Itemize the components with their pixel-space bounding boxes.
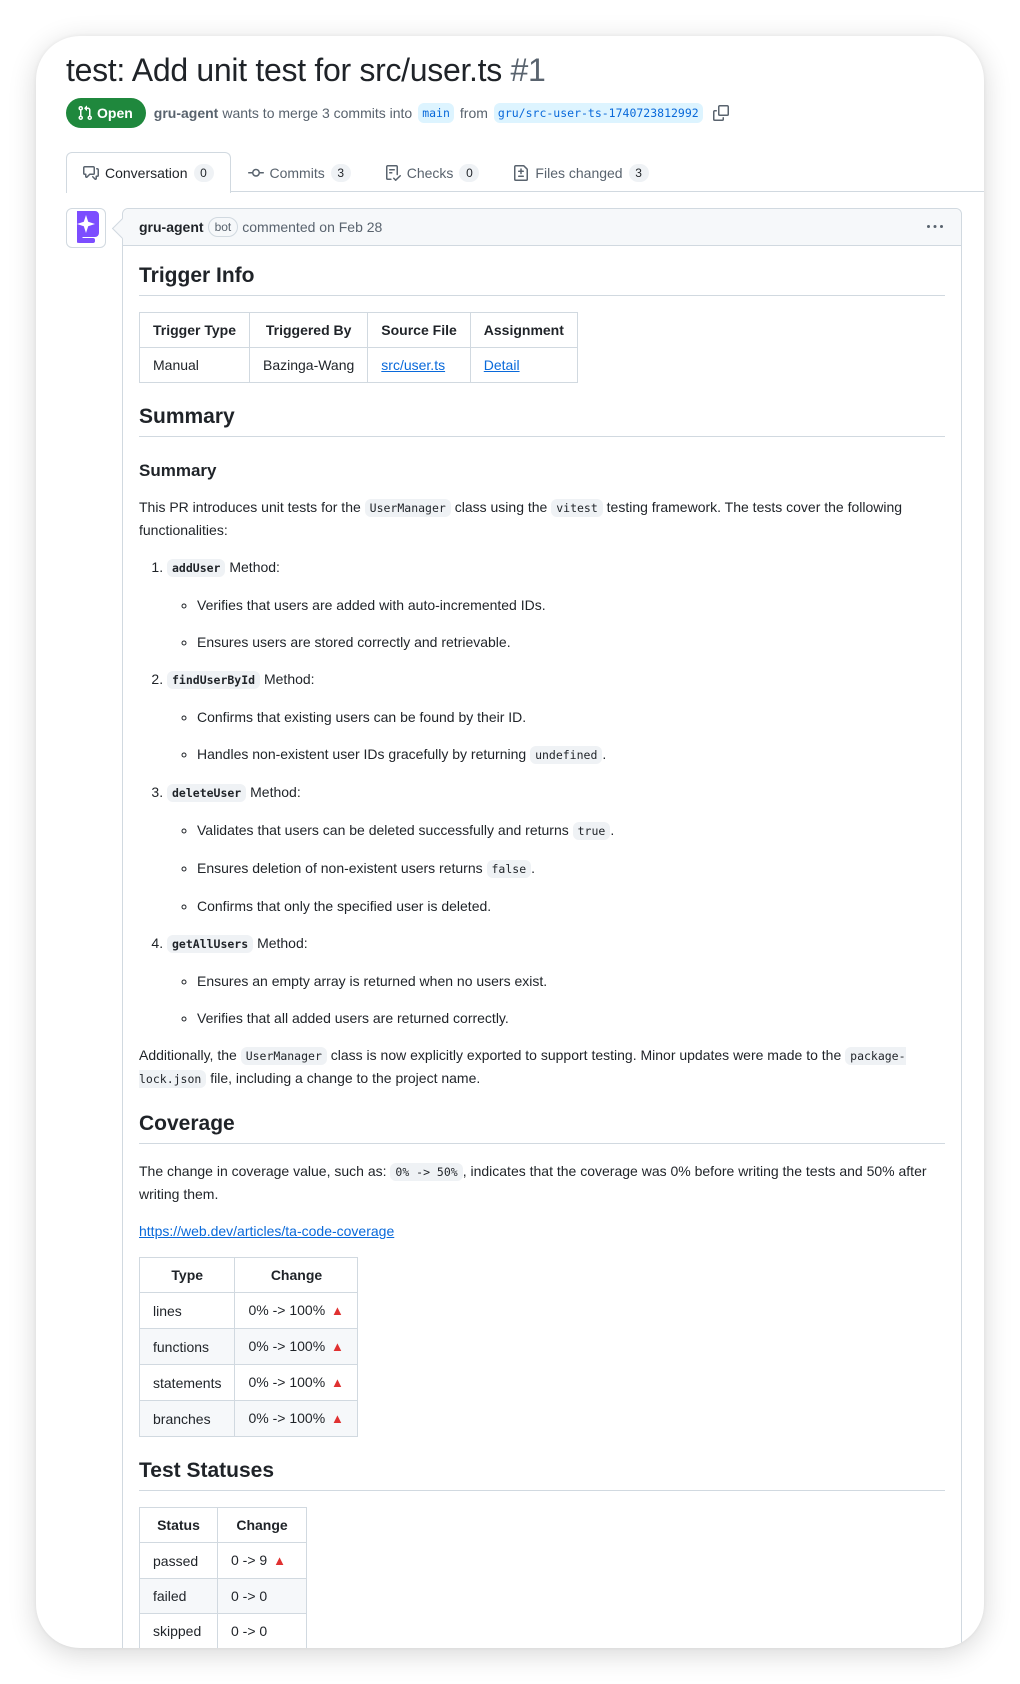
pr-title-text: test: Add unit test for src/user.ts <box>66 52 502 88</box>
summary-intro <box>139 496 945 541</box>
tab-files-changed-count: 3 <box>629 164 649 182</box>
table-header: Change <box>218 1508 307 1543</box>
status-change-cell <box>218 1614 307 1649</box>
list-item: ◦ Verifies that all added users are returned correctly. <box>197 1007 945 1029</box>
inline-code: false <box>487 860 532 878</box>
method-name: deleteUser <box>167 784 246 802</box>
text: 0 -> 0 <box>231 1623 268 1639</box>
coverage-table <box>139 1257 358 1437</box>
coverage-article-link[interactable]: https://web.dev/articles/ta-code-coverage <box>139 1223 395 1239</box>
base-branch[interactable]: main <box>418 103 454 123</box>
increase-arrow-icon: ▲ <box>331 1339 344 1354</box>
list-item: ◦ Confirms that existing users can be found by their ID. <box>197 706 945 728</box>
method-name: addUser <box>167 559 225 577</box>
list-item <box>197 743 945 766</box>
table-row <box>140 1293 358 1329</box>
text: 0 -> 9 <box>231 1552 268 1568</box>
comment-discussion-icon <box>83 165 99 181</box>
list-item <box>167 781 945 917</box>
coverage-change-cell <box>235 1293 358 1329</box>
summary-heading: Summary <box>139 403 945 437</box>
coverage-type-cell: statements <box>140 1365 235 1401</box>
table-header: Triggered By <box>249 313 367 348</box>
assignment-cell <box>470 348 577 383</box>
pr-author-link[interactable]: gru-agent <box>153 105 219 121</box>
coverage-text <box>139 1160 945 1205</box>
comment-card <box>122 208 962 1648</box>
tab-checks-label: Checks <box>406 164 454 181</box>
merge-text: wants to merge 3 commits into <box>222 105 413 121</box>
tab-commits-label: Commits <box>269 164 325 181</box>
comment-author-link[interactable]: gru-agent <box>139 219 204 235</box>
increase-arrow-icon: ▲ <box>273 1553 286 1568</box>
pr-page <box>66 50 984 1639</box>
table-row <box>140 1365 358 1401</box>
table-header: Change <box>235 1258 358 1293</box>
trigger-info-table <box>139 312 578 383</box>
checklist-icon <box>385 165 401 181</box>
tab-files-changed[interactable] <box>496 152 665 192</box>
method-suffix: Method: <box>263 671 315 687</box>
tab-checks[interactable] <box>368 152 497 192</box>
test-statuses-heading: Test Statuses <box>139 1457 945 1491</box>
pr-title <box>66 50 984 90</box>
list-item <box>197 819 945 842</box>
kebab-horizontal-icon[interactable] <box>925 219 945 235</box>
text: Additionally, the <box>139 1047 237 1063</box>
coverage-change-cell <box>235 1365 358 1401</box>
status-change-cell <box>218 1543 307 1579</box>
table-header: Source File <box>368 313 470 348</box>
gru-logo-icon <box>73 211 99 245</box>
method-suffix: Method: <box>257 935 308 951</box>
pr-tabs <box>66 152 984 192</box>
comment-body <box>123 246 961 1648</box>
summary-subheading: Summary <box>139 461 217 480</box>
summary-outro <box>139 1044 945 1090</box>
coverage-change-cell <box>235 1401 358 1437</box>
table-row <box>140 1579 307 1614</box>
coverage-type-cell: lines <box>140 1293 235 1329</box>
comment-header <box>123 209 961 246</box>
tab-files-changed-label: Files changed <box>535 164 623 181</box>
table-header: Assignment <box>470 313 577 348</box>
list-item <box>197 857 945 880</box>
text: 0% -> 100% <box>248 1410 326 1426</box>
coverage-type-cell: functions <box>140 1329 235 1365</box>
file-diff-icon <box>513 165 529 181</box>
list-item: ◦ Ensures users are stored correctly and retrievable. <box>197 631 945 653</box>
pr-meta <box>66 98 984 128</box>
inline-code: UserManager <box>365 499 451 517</box>
table-row <box>140 1401 358 1437</box>
text: 0% -> 100% <box>248 1338 326 1354</box>
text: 0% -> 100% <box>248 1374 326 1390</box>
text: 0 -> 0 <box>231 1588 268 1604</box>
list-item <box>167 932 945 1029</box>
coverage-link-paragraph <box>139 1220 945 1242</box>
table-header: Type <box>140 1258 235 1293</box>
text: . <box>610 822 615 838</box>
tab-checks-count: 0 <box>459 164 479 182</box>
table-header: Status <box>140 1508 218 1543</box>
text: 0% -> 100% <box>248 1302 326 1318</box>
inline-code: 0% -> 50% <box>390 1163 462 1181</box>
method-name: findUserById <box>167 671 260 689</box>
test-statuses-table <box>139 1507 307 1648</box>
method-suffix: Method: <box>250 784 301 800</box>
triggered-by-cell: Bazinga-Wang <box>249 348 367 383</box>
table-row <box>140 1329 358 1365</box>
method-suffix: Method: <box>229 559 280 575</box>
avatar[interactable] <box>66 208 106 248</box>
tab-commits[interactable] <box>231 152 368 192</box>
window-frame <box>36 36 984 1648</box>
coverage-type-cell: branches <box>140 1401 235 1437</box>
text: The change in coverage value, such as: <box>139 1163 387 1179</box>
table-row <box>140 348 578 383</box>
status-cell: failed <box>140 1579 218 1614</box>
tab-conversation-count: 0 <box>194 164 214 182</box>
table-header: Trigger Type <box>140 313 250 348</box>
inline-code: UserManager <box>241 1047 327 1065</box>
list-item: ◦ Confirms that only the specified user is deleted. <box>197 895 945 917</box>
source-file-cell <box>368 348 470 383</box>
inline-code: vitest <box>551 499 603 517</box>
tab-conversation-label: Conversation <box>105 165 188 181</box>
coverage-change-cell <box>235 1329 358 1365</box>
increase-arrow-icon: ▲ <box>331 1375 344 1390</box>
text: class is now explicitly exported to support testing. Minor updates were made to the <box>330 1047 842 1063</box>
method-name: getAllUsers <box>167 935 253 953</box>
text: Validates that users can be deleted successfully and returns <box>197 822 569 838</box>
status-cell: skipped <box>140 1614 218 1649</box>
status-change-cell <box>218 1579 307 1614</box>
git-commit-icon <box>248 165 264 181</box>
status-cell: passed <box>140 1543 218 1579</box>
list-item: ◦ Ensures an empty array is returned when no users exist. <box>197 970 945 992</box>
inline-code: undefined <box>530 746 602 764</box>
list-item <box>167 668 945 766</box>
state-label: Open <box>97 105 133 121</box>
text: This PR introduces unit tests for the <box>139 499 361 515</box>
source-file-link[interactable]: src/user.ts <box>381 357 446 373</box>
coverage-heading: Coverage <box>139 1110 945 1144</box>
text: , indicates that the coverage was 0% before writing the tests and 50% after writing them. <box>139 1163 927 1202</box>
text: . <box>602 746 607 762</box>
tab-commits-count: 3 <box>331 164 351 182</box>
head-branch[interactable]: gru/src-user-ts-1740723812992 <box>494 103 703 123</box>
inline-code: true <box>573 822 611 840</box>
text: class using the <box>454 499 548 515</box>
git-pull-request-icon <box>77 105 93 121</box>
state-badge <box>66 98 146 128</box>
inline-code: package-lock.json <box>139 1049 906 1086</box>
trigger-info-heading: Trigger Info <box>139 262 945 296</box>
text: Ensures deletion of non-existent users returns <box>197 860 483 876</box>
text: file, including a change to the project name. <box>210 1070 481 1086</box>
comment-meta[interactable]: commented on Feb 28 <box>242 219 383 235</box>
table-row <box>140 1614 307 1649</box>
copy-icon[interactable] <box>713 105 729 121</box>
methods-list <box>139 556 945 1029</box>
text: . <box>531 860 536 876</box>
bot-label: bot <box>208 217 239 237</box>
text: testing framework. The tests cover the following functionalities: <box>139 499 903 538</box>
tab-conversation[interactable] <box>66 152 231 193</box>
list-item <box>167 556 945 653</box>
table-row <box>140 1543 307 1579</box>
text: Handles non-existent user IDs gracefully by returning <box>197 746 527 762</box>
pr-number: #1 <box>510 52 546 88</box>
assignment-detail-link[interactable]: Detail <box>483 357 520 373</box>
increase-arrow-icon: ▲ <box>331 1303 344 1318</box>
trigger-type-cell: Manual <box>140 348 250 383</box>
list-item: ◦ Verifies that users are added with auto-incremented IDs. <box>197 594 945 616</box>
increase-arrow-icon: ▲ <box>331 1411 344 1426</box>
from-text: from <box>459 105 488 121</box>
